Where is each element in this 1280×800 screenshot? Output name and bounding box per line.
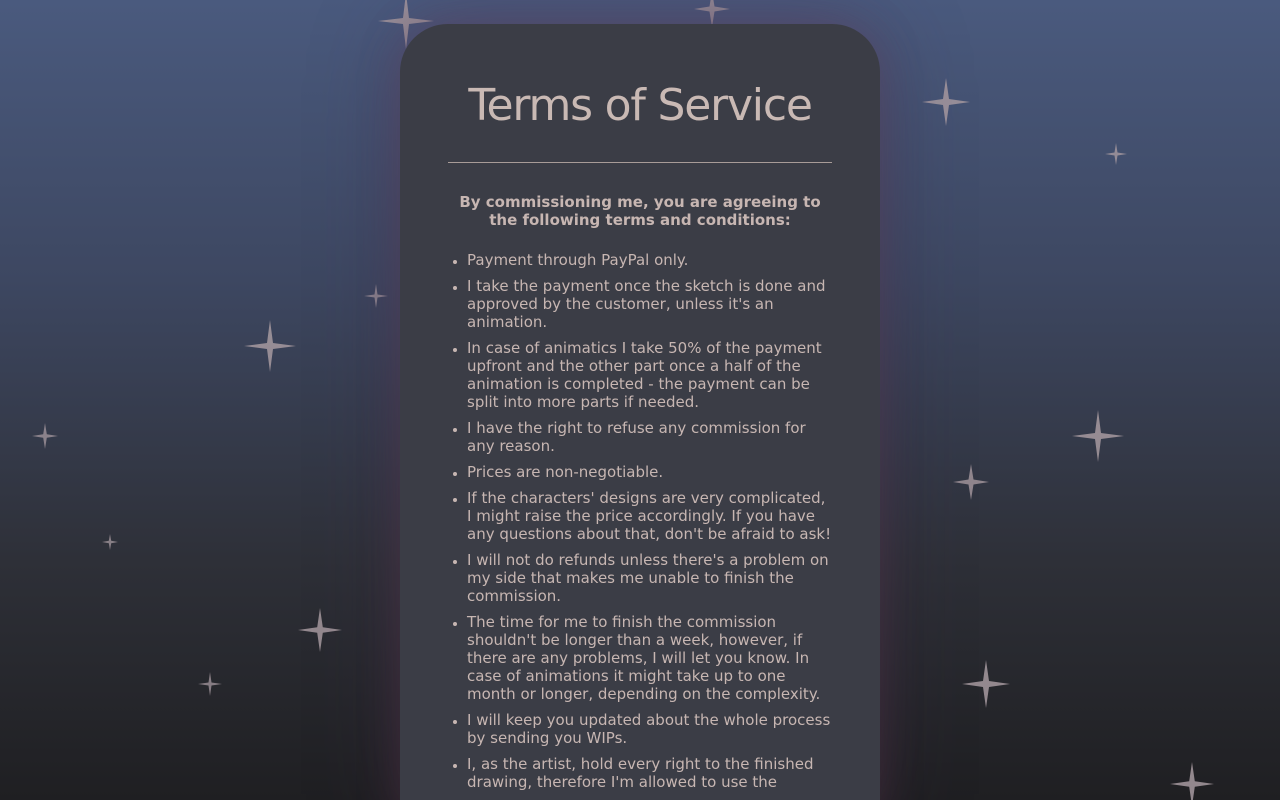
list-item: • Prices are non-negotiable. <box>467 463 832 481</box>
terms-intro: By commissioning me, you are agreeing to the following terms and conditions: <box>459 193 821 229</box>
list-item: • The time for me to finish the commission shouldn't be longer than a week, however, if there are any problems, I will let you know. In case of animations it might take up to one month or longer, depending on the complexity. <box>467 613 832 703</box>
list-item: • I have the right to refuse any commission for any reason. <box>467 419 832 455</box>
terms-list <box>448 251 832 791</box>
list-item: • I will keep you updated about the whole process by sending you WIPs. <box>467 711 832 747</box>
list-item: • I, as the artist, hold every right to the finished drawing, therefore I'm allowed to use the <box>467 755 832 791</box>
list-item: • I will not do refunds unless there's a problem on my side that makes me unable to finish the commission. <box>467 551 832 605</box>
page-title: Terms of Service <box>468 80 812 131</box>
terms-card <box>400 24 880 800</box>
list-item: • In case of animatics I take 50% of the payment upfront and the other part once a half of the animation is completed - the payment can be split into more parts if needed. <box>467 339 832 411</box>
list-item: • I take the payment once the sketch is done and approved by the customer, unless it's an animation. <box>467 277 832 331</box>
title-divider <box>448 162 832 163</box>
list-item: • If the characters' designs are very complicated, I might raise the price accordingly. If you have any questions about that, don't be afraid to ask! <box>467 489 832 543</box>
list-item: • Payment through PayPal only. <box>467 251 832 269</box>
